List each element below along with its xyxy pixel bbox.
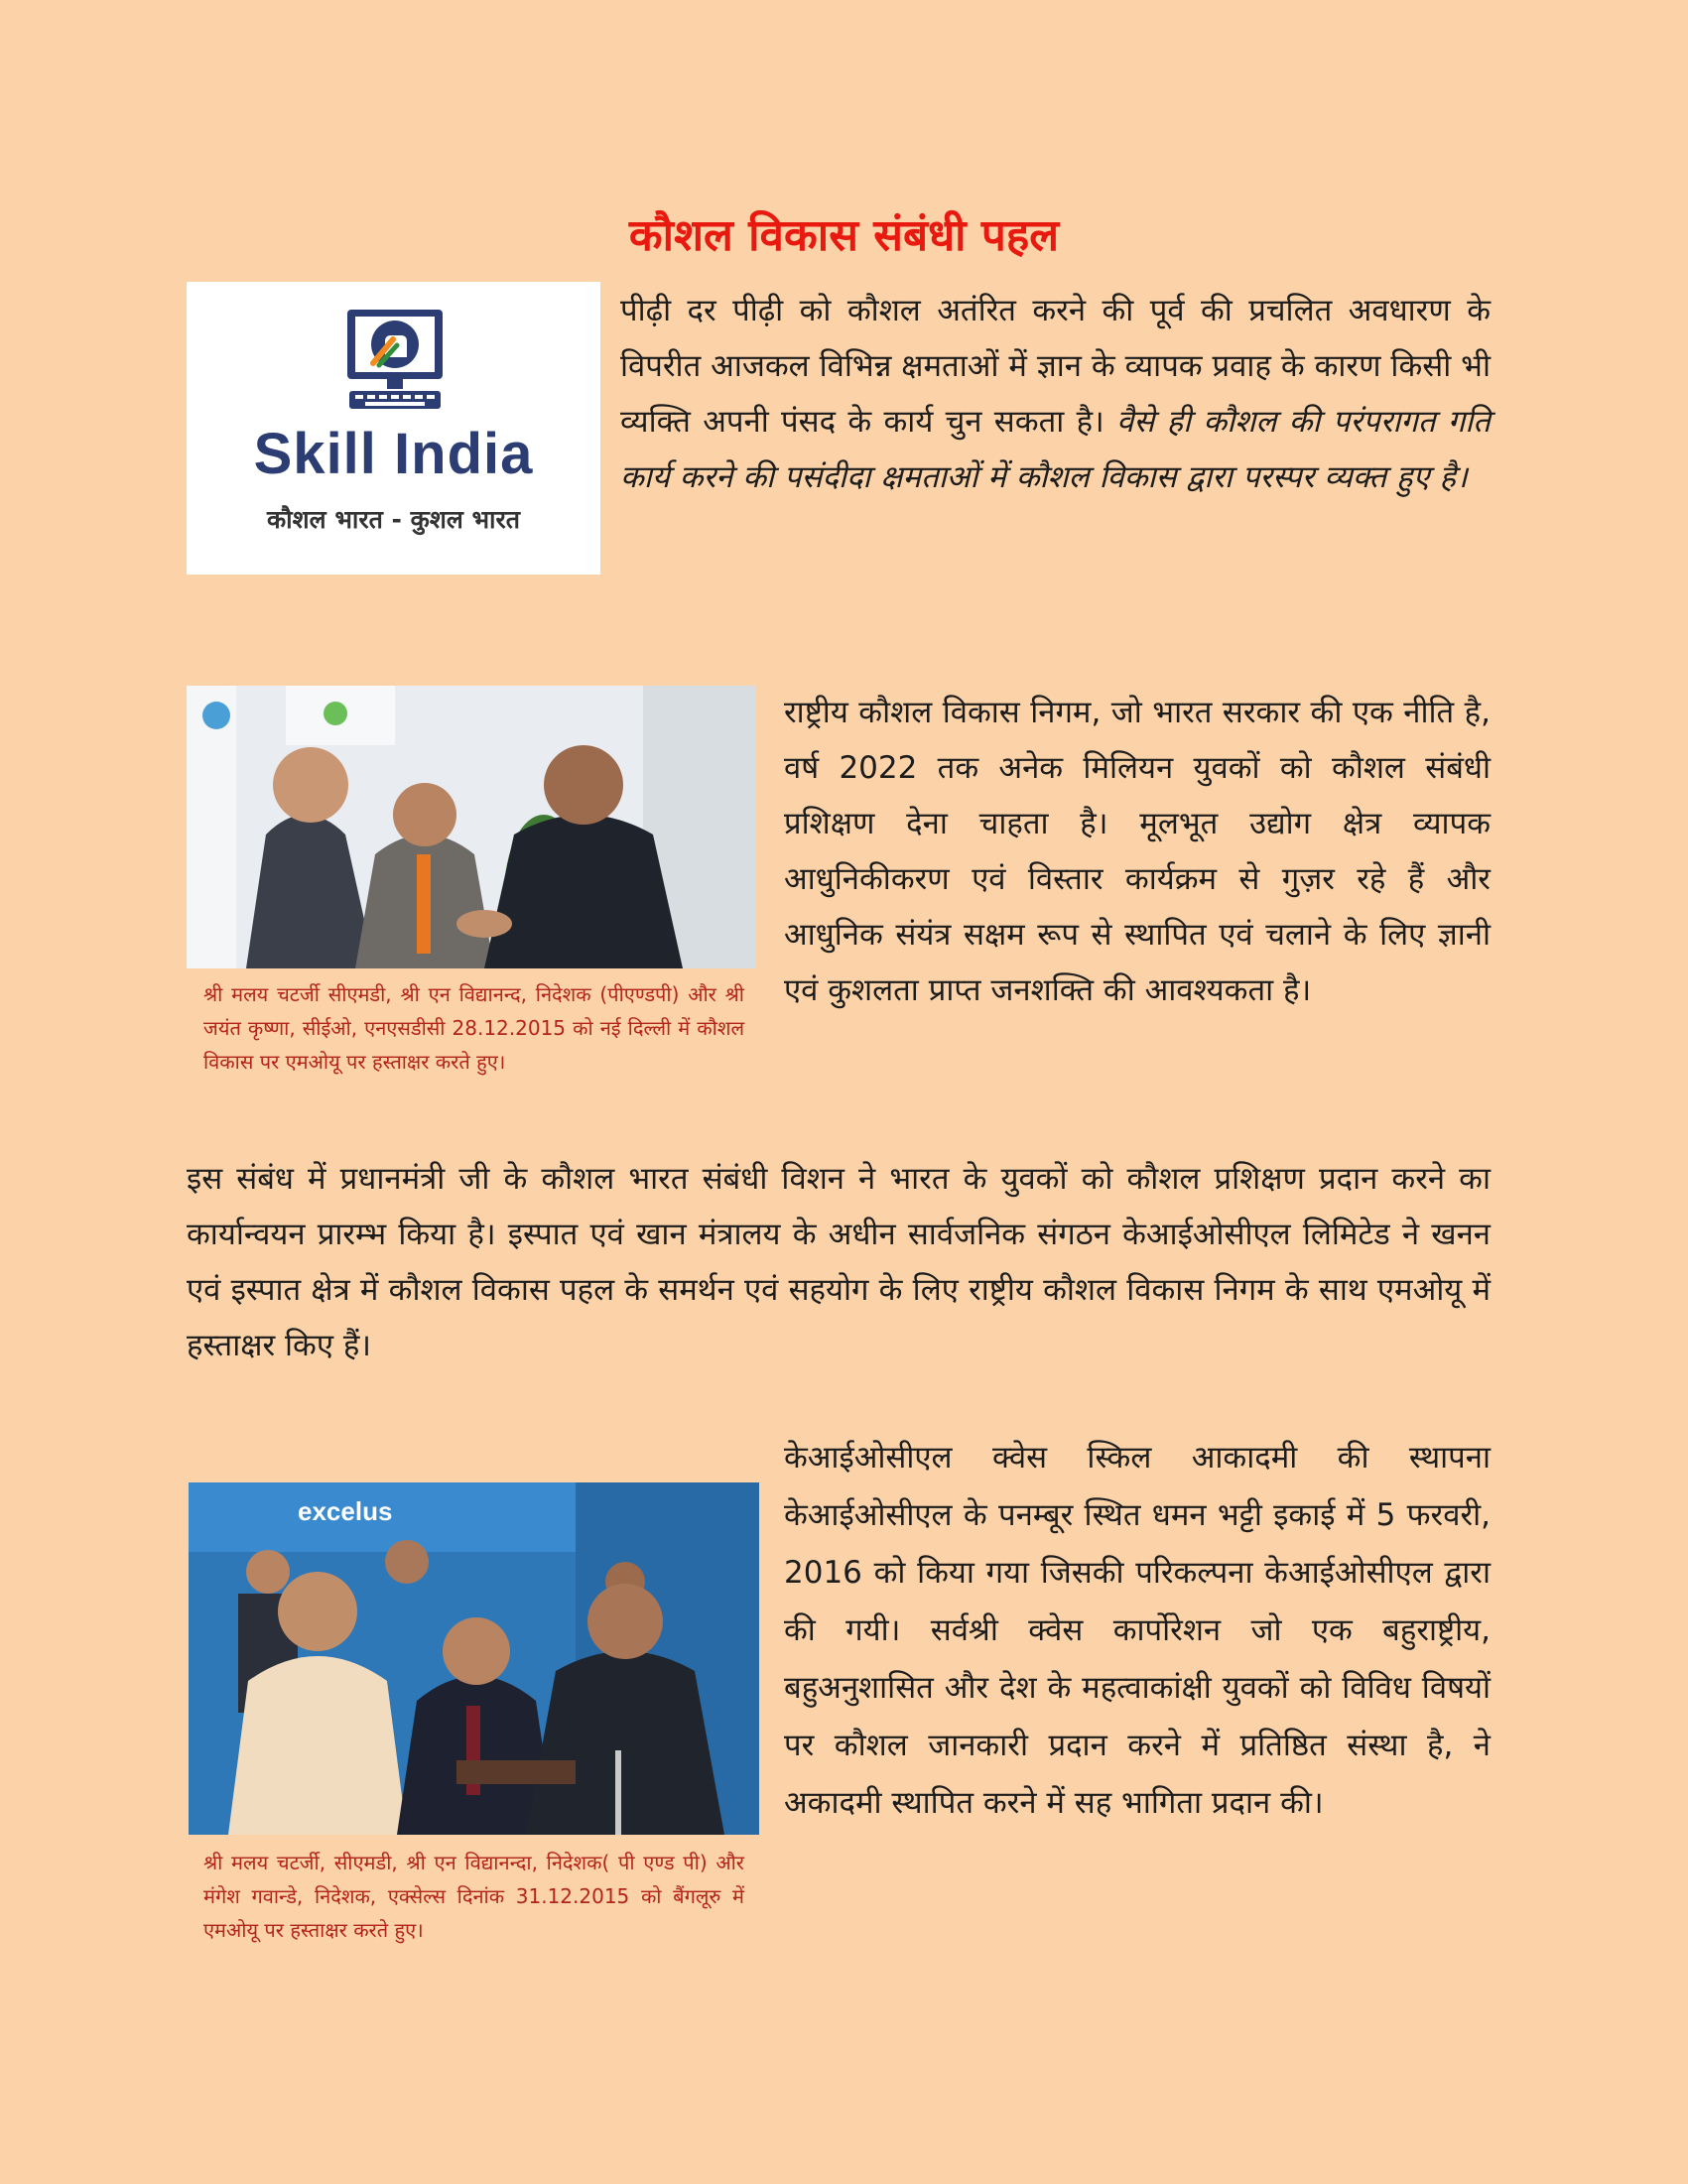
intro-italic-text: वैसे ही कौशल की परंपरागत गति कार्य करने की पसंदीदा क्षमताओं में कौशल विकास द्वारा परस्पर व्यक्त हुए है।: [620, 404, 1491, 495]
academy-paragraph: केआईओसीएल क्वेस स्किल आकादमी की स्थापना केआईओसीएल के पनम्बूर स्थित धमन भट्टी इकाई में 5 फरवरी, 2016 को किया गया जिसकी परिकल्पना केआईओसीएल द्वारा की गयी। सर्वश्री क्वेस कार्पोरेशन जो एक बहुराष्ट्रीय, बहुअनुशासित और देश के महत्वाकांक्षी युवकों को विविध विषयों पर कौशल जानकारी प्रदान करने में प्रतिष्ठित संस्था है, ने अकादमी स्थापित करने में सह भागिता प्रदान की।: [784, 1440, 1491, 1821]
intro-regular-text: पीढ़ी दर पीढ़ी को कौशल अतंरित करने की पूर्व की प्रचलित अवधारण के विपरीत आजकल विभिन्न क्षमताओं में ज्ञान के व्यापक प्रवाह के कारण किसी भी व्यक्ति अपनी पंसद के कार्य चुन सकता है।: [620, 293, 1491, 440]
logo-tagline: कौशल भारत - कुशल भारत: [266, 505, 521, 534]
vision-paragraph: इस संबंध में प्रधानमंत्री जी के कौशल भारत संबंधी विशन ने भारत के युवकों को कौशल प्रशिक्षण प्रदान करने का कार्यान्वयन प्रारम्भ किया है। इस्पात एवं खान मंत्रालय के अधीन सार्वजनिक संगठन केआईओसीएल लिमिटेड ने खनन एवं इस्पात क्षेत्र में कौशल विकास पहल के समर्थन एवं सहयोग के लिए राष्ट्रीय कौशल विकास निगम के साथ एमओयू में हस्ताक्षर किए हैं।: [187, 1161, 1491, 1363]
skill-india-logo: [187, 282, 600, 575]
nsdc-photo-caption: श्री मलय चटर्जी सीएमडी, श्री एन विद्यानन्द, निदेशक (पीएण्डपी) और श्री जयंत कृष्णा, सीईओ, एनएसडीसी 28.12.2015 को नई दिल्ली में कौशल विकास पर एमओयू पर हस्ताक्षर करते हुए।: [203, 982, 744, 1074]
excelus-mou-photo: [189, 1482, 759, 1835]
nsdc-mou-photo: [187, 686, 756, 968]
nsdc-photo-illustration: [187, 686, 756, 968]
nsdc-paragraph: राष्ट्रीय कौशल विकास निगम, जो भारत सरकार की एक नीति है, वर्ष 2022 तक अनेक मिलियन युवकों को कौशल संबंधी प्रशिक्षण देना चाहता है। मूलभूत उद्योग क्षेत्र व्यापक आधुनिकीकरण एवं विस्तार कार्यक्रम से गुज़र रहे हैं और आधुनिक संयंत्र सक्षम रूप से स्थापित एवं चलाने के लिए ज्ञानी एवं कुशलता प्राप्त जनशक्ति की आवश्यकता है।: [784, 695, 1491, 1008]
page-title: कौशल विकास संबंधी पहल: [628, 210, 1060, 261]
intro-paragraph: [620, 283, 1491, 505]
excelus-photo-illustration: [189, 1482, 759, 1835]
monitor-fist-icon: [335, 306, 454, 415]
logo-wordmark: Skill India: [253, 422, 534, 486]
excelus-banner-text: excelus: [298, 1496, 393, 1526]
excelus-photo-caption: श्री मलय चटर्जी, सीएमडी, श्री एन विद्यानन्दा, निदेशक( पी एण्ड पी) और मंगेश गवान्डे, निदेशक, एक्सेल्स दिनांक 31.12.2015 को बैंगलूरु में एमओयू पर हस्ताक्षर करते हुए।: [203, 1851, 744, 1942]
